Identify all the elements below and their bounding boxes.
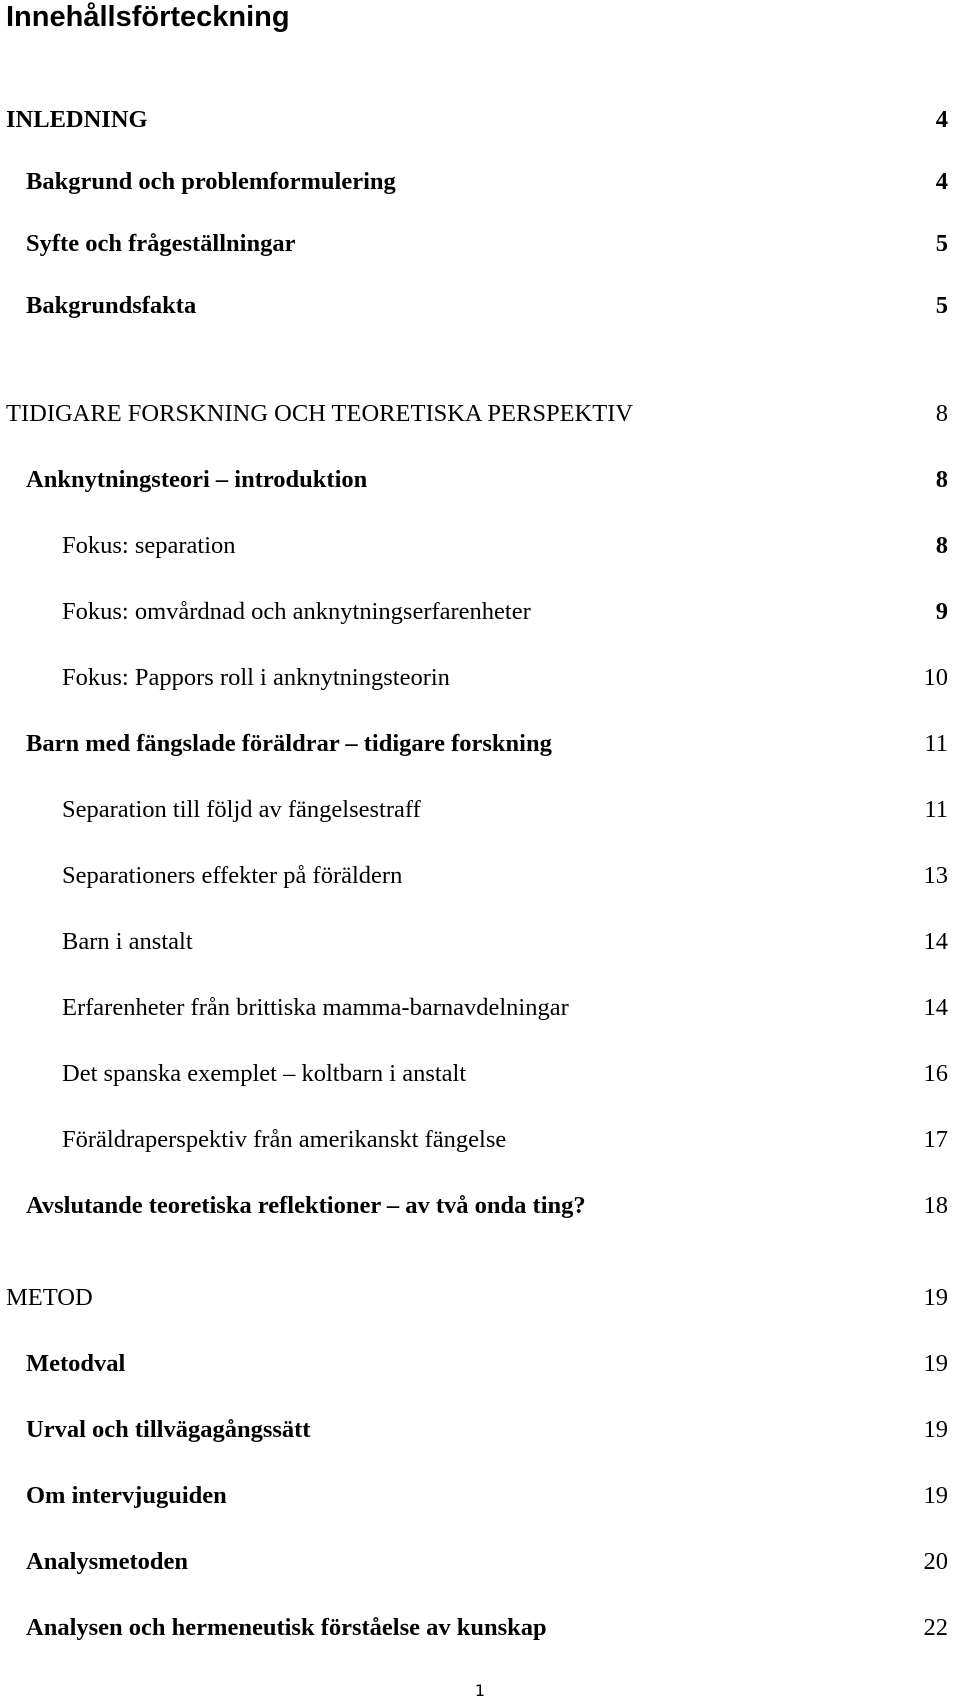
toc-entry xyxy=(0,596,960,628)
toc-entry-page: 8 xyxy=(935,400,948,427)
toc-entry-title: Separation till följd av fängelsestraff xyxy=(62,796,421,823)
toc-entry-title: Barn i anstalt xyxy=(62,928,193,955)
toc-entry xyxy=(0,1348,960,1380)
toc-entry-title: Barn med fängslade föräldrar – tidigare forskning xyxy=(26,730,552,757)
toc-entry-title: Anknytningsteori – introduktion xyxy=(26,466,368,493)
toc-entry xyxy=(0,530,960,562)
toc-entry-title: INLEDNING xyxy=(6,106,148,133)
toc-entry-page: 19 xyxy=(923,1284,948,1311)
toc-entry-page: 20 xyxy=(923,1548,948,1575)
toc-entry xyxy=(0,104,960,136)
toc-entry-page: 11 xyxy=(924,796,948,823)
toc-entry-page: 13 xyxy=(923,862,948,889)
toc-entry-page: 10 xyxy=(923,664,948,691)
toc-entry-title: Analysen och hermeneutisk förståelse av kunskap xyxy=(26,1614,547,1641)
toc-entry-title: Syfte och frågeställningar xyxy=(26,230,296,257)
toc-entry-title: Erfarenheter från brittiska mamma-barnavdelningar xyxy=(62,994,569,1021)
toc-entry xyxy=(0,662,960,694)
toc-entry-title: Fokus: separation xyxy=(62,532,236,559)
toc-entry-title: Analysmetoden xyxy=(26,1548,188,1575)
toc-entry-title: Fokus: Pappors roll i anknytningsteorin xyxy=(62,664,450,691)
toc-entry xyxy=(0,1124,960,1156)
toc-entry xyxy=(0,1612,960,1644)
toc-entry-page: 16 xyxy=(923,1060,948,1087)
toc-entry-page: 14 xyxy=(923,994,948,1021)
toc-entry-title: Bakgrundsfakta xyxy=(26,292,197,319)
toc-entry xyxy=(0,1546,960,1578)
toc-entry-page: 9 xyxy=(935,598,948,625)
toc-entry xyxy=(0,992,960,1024)
toc-entry xyxy=(0,464,960,496)
page-number: 1 xyxy=(474,1681,486,1700)
toc-entry-page: 11 xyxy=(924,730,948,757)
toc-entry xyxy=(0,228,960,260)
toc-entry xyxy=(0,166,960,198)
toc-entry-title: Fokus: omvårdnad och anknytningserfarenheter xyxy=(62,598,531,625)
toc-entry-title: Om intervjuguiden xyxy=(26,1482,227,1509)
toc-entry-page: 18 xyxy=(923,1192,948,1219)
toc-entry xyxy=(0,398,960,430)
toc-entry-page: 17 xyxy=(923,1126,948,1153)
toc-entry-title: Urval och tillvägagångssätt xyxy=(26,1416,311,1443)
toc-entry xyxy=(0,290,960,322)
toc-entry xyxy=(0,1190,960,1222)
toc-entry-page: 4 xyxy=(935,106,948,133)
toc-entry-title: TIDIGARE FORSKNING OCH TEORETISKA PERSPEKTIV xyxy=(6,400,634,427)
toc-entry xyxy=(0,1282,960,1314)
toc-entry-title: Bakgrund och problemformulering xyxy=(26,168,396,195)
toc-entry xyxy=(0,1058,960,1090)
toc-entry-title: Föräldraperspektiv från amerikanskt fängelse xyxy=(62,1126,507,1153)
toc-entry-page: 22 xyxy=(923,1614,948,1641)
toc-entry xyxy=(0,728,960,760)
toc-entry xyxy=(0,1414,960,1446)
toc-entry xyxy=(0,1480,960,1512)
toc-entry-title: Metodval xyxy=(26,1350,126,1377)
toc-entry-page: 8 xyxy=(935,466,948,493)
toc-entry-page: 19 xyxy=(923,1416,948,1443)
toc-entry xyxy=(0,860,960,892)
toc-heading: Innehållsförteckning xyxy=(6,1,290,33)
toc-entry-page: 14 xyxy=(923,928,948,955)
toc-entry-title: Avslutande teoretiska reflektioner – av två onda ting? xyxy=(26,1192,586,1219)
toc-entry-title: METOD xyxy=(6,1284,93,1311)
toc-entry-title: Det spanska exemplet – koltbarn i anstalt xyxy=(62,1060,467,1087)
toc-entry-page: 5 xyxy=(935,292,948,319)
toc-entry-title: Separationers effekter på föräldern xyxy=(62,862,403,889)
toc-entry-page: 4 xyxy=(935,168,948,195)
toc-entry-page: 5 xyxy=(935,230,948,257)
toc-entry xyxy=(0,794,960,826)
toc-entry xyxy=(0,926,960,958)
toc-entry-page: 8 xyxy=(935,532,948,559)
toc-entry-page: 19 xyxy=(923,1482,948,1509)
toc-entry-page: 19 xyxy=(923,1350,948,1377)
